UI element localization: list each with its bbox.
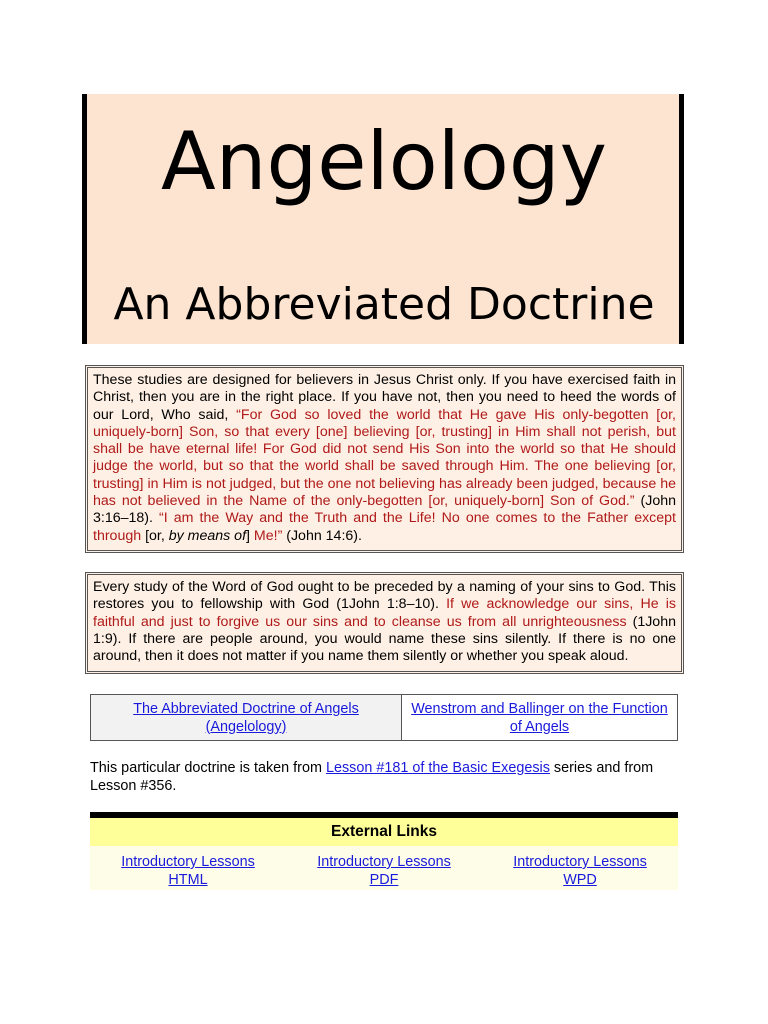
page-subtitle: An Abbreviated Doctrine: [113, 279, 655, 330]
external-link-cell-pdf: [286, 846, 482, 890]
john-14-6-reference: (John 14:6).: [282, 527, 362, 544]
introductory-lessons-pdf-link[interactable]: Introductory Lessons PDF: [317, 854, 451, 888]
confession-text: Every study of the Word of God ought to be preceded by a naming of your sins to God. This restores you to fellowship with God (1John 1:8–10).: [93, 579, 676, 613]
nav-cell-left: [91, 695, 402, 741]
external-link-cell-wpd: [482, 846, 678, 890]
external-links-row: [90, 846, 678, 890]
introductory-lessons-html-link[interactable]: Introductory Lessons HTML: [121, 854, 255, 888]
doctrine-nav-table: [90, 694, 678, 741]
source-prefix: This particular doctrine is taken from: [90, 760, 326, 776]
bracket-close: ]: [246, 527, 254, 544]
1john-1-9-quote: If we acknowledge our sins, He is faithful and just to forgive us our sins and to cleanse us from all unrighteousness: [93, 596, 676, 630]
bracket-open: [or,: [141, 527, 169, 544]
john-3-16-quote: “For God so loved the world that He gave His only-begotten [or, uniquely-born] Son, so that every [one] believing [or, trusting] in Him shall not perish, but shall be have eternal life! For God did not send His Son into the world so that He should judge the world, but so that the world shall be saved through Him. The one believing [or, trusting] in Him is not judged, but the one not believing has already been judged, because he has not believed in the Name of the only-begotten [or, uniquely-born] Son of God.”: [93, 406, 677, 510]
confession-box: [85, 572, 684, 674]
external-link-cell-html: [90, 846, 286, 890]
external-links-heading: External Links: [90, 818, 678, 846]
wenstrom-ballinger-link[interactable]: Wenstrom and Ballinger on the Function of Angels: [411, 700, 668, 735]
intro-box: [85, 365, 684, 553]
source-suffix: series and from Lesson #356.: [90, 760, 654, 794]
bracket-italic: by means of: [168, 527, 247, 544]
john-3-16-reference: (John 3:16–18).: [93, 493, 676, 527]
source-paragraph: [90, 759, 690, 795]
intro-text: These studies are designed for believers in Jesus Christ only. If you have exercised faith in Christ, then you are in the right place. If you have not, then you need to heed the words of our Lord, Who said,: [93, 372, 676, 423]
lesson-181-link[interactable]: Lesson #181 of the Basic Exegesis: [325, 760, 550, 776]
introductory-lessons-wpd-link[interactable]: Introductory Lessons WPD: [513, 854, 647, 888]
john-14-6-quote: “I am the Way and the Truth and the Life! No one comes to the Father except through: [93, 510, 676, 544]
abbreviated-doctrine-link[interactable]: The Abbreviated Doctrine of Angels (Angelology): [133, 700, 359, 735]
john-14-6-quote-end: Me!”: [253, 527, 283, 544]
nav-cell-right: [402, 695, 678, 741]
page-title: Angelology: [161, 115, 607, 208]
confession-text-end: (1John 1:9). If there are people around, you would name these sins silently. If there is no one around, then it does not matter if you name them silently or whether you speak aloud.: [93, 613, 676, 665]
